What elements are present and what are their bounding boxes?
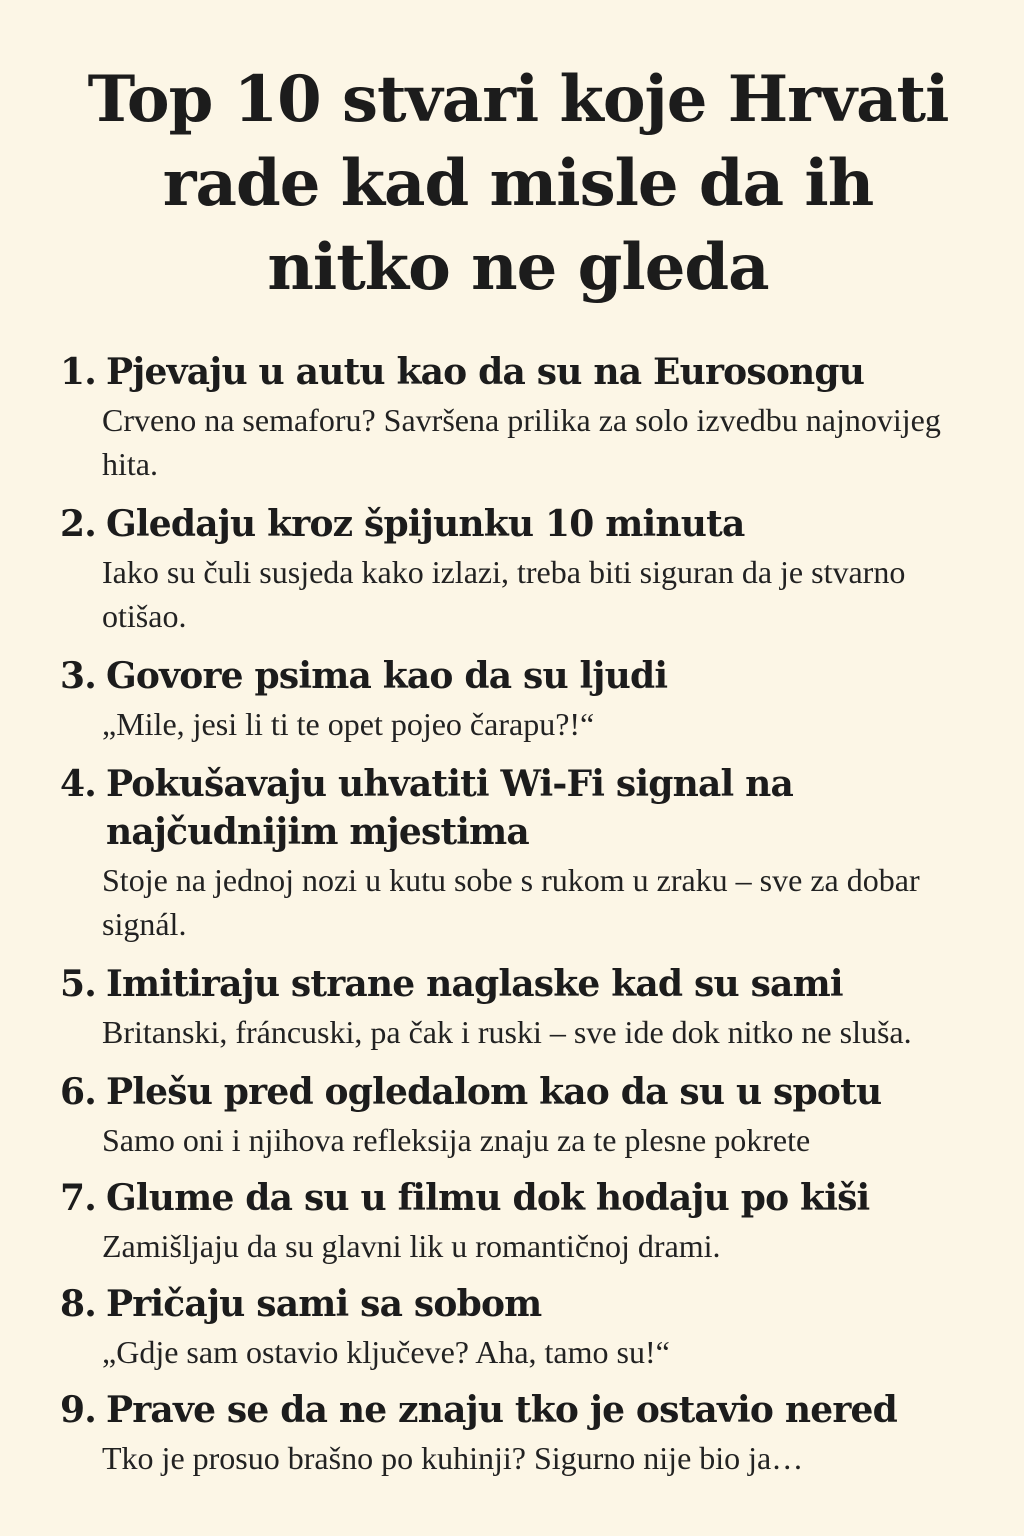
title-line-3: nitko ne gleda: [267, 230, 769, 305]
item-description: „Gdje sam ostavio ključeve? Aha, tamo su!“: [102, 1334, 670, 1370]
list-item: [60, 1386, 976, 1480]
item-heading: [60, 960, 976, 1008]
item-heading: [60, 348, 976, 396]
list-item: [60, 1068, 976, 1162]
item-description: Zamišljaju da su glavni lik u romantičnoj drami.: [102, 1228, 721, 1264]
item-title: Pjevaju u autu kao da su na Eurosongu: [105, 351, 865, 393]
item-title: Plešu pred ogledalom kao da su u spotu: [105, 1071, 882, 1113]
item-title: Gledaju kroz špijunku 10 minuta: [105, 503, 745, 545]
list-item: [60, 1174, 976, 1268]
item-number: 9.: [60, 1389, 96, 1431]
item-number: 5.: [60, 963, 96, 1005]
item-heading: [60, 1174, 976, 1222]
item-description: Stoje na jednoj nozi u kutu sobe s rukom u zraku – sve za dobar signál.: [102, 862, 920, 942]
list-item: [60, 652, 976, 746]
item-heading: [60, 652, 976, 700]
title-line-1: Top 10 stvari koje Hrvati: [87, 62, 949, 137]
list-item: [60, 348, 976, 486]
item-number: 8.: [60, 1283, 96, 1325]
page-title: [60, 58, 976, 310]
item-description: Tko je prosuo brašno po kuhinji? Sigurno nije bio ja…: [102, 1440, 804, 1476]
item-number: 1.: [60, 351, 96, 393]
item-heading: [60, 1068, 976, 1116]
item-number: 4.: [60, 763, 96, 805]
item-title: Govore psima kao da su ljudi: [105, 655, 668, 697]
item-heading: [60, 760, 976, 856]
item-title: Prave se da ne znaju tko je ostavio nered: [105, 1389, 898, 1431]
item-description: Samo oni i njihova refleksija znaju za te plesne pokrete: [102, 1122, 811, 1158]
item-heading: [60, 1280, 976, 1328]
item-description: „Mile, jesi li ti te opet pojeo čarapu?!“: [102, 706, 595, 742]
list-item: [60, 760, 976, 946]
list-item: [60, 960, 976, 1054]
item-heading: [60, 500, 976, 548]
item-title: Imitiraju strane naglaske kad su sami: [105, 963, 843, 1005]
item-title: Glume da su u filmu dok hodaju po kiši: [105, 1177, 870, 1219]
item-description: Crveno na semaforu? Savršena prilika za solo izvedbu najnovijeg hita.: [102, 402, 941, 482]
item-description: Britanski, fráncuski, pa čak i ruski – sve ide dok nitko ne sluša.: [102, 1014, 912, 1050]
list-item: [60, 1280, 976, 1374]
item-number: 7.: [60, 1177, 96, 1219]
item-heading: [60, 1386, 976, 1434]
item-number: 2.: [60, 503, 96, 545]
item-title: Pokušavaju uhvatiti Wi-Fi signal na najčudnijim mjestima: [105, 763, 794, 853]
title-line-2: rade kad misle da ih: [162, 146, 874, 221]
item-number: 3.: [60, 655, 96, 697]
item-description: Iako su čuli susjeda kako izlazi, treba biti siguran da je stvarno otišao.: [102, 554, 906, 634]
item-number: 6.: [60, 1071, 96, 1113]
item-title: Pričaju sami sa sobom: [105, 1283, 542, 1325]
top-list: [60, 348, 976, 1480]
list-item: [60, 500, 976, 638]
